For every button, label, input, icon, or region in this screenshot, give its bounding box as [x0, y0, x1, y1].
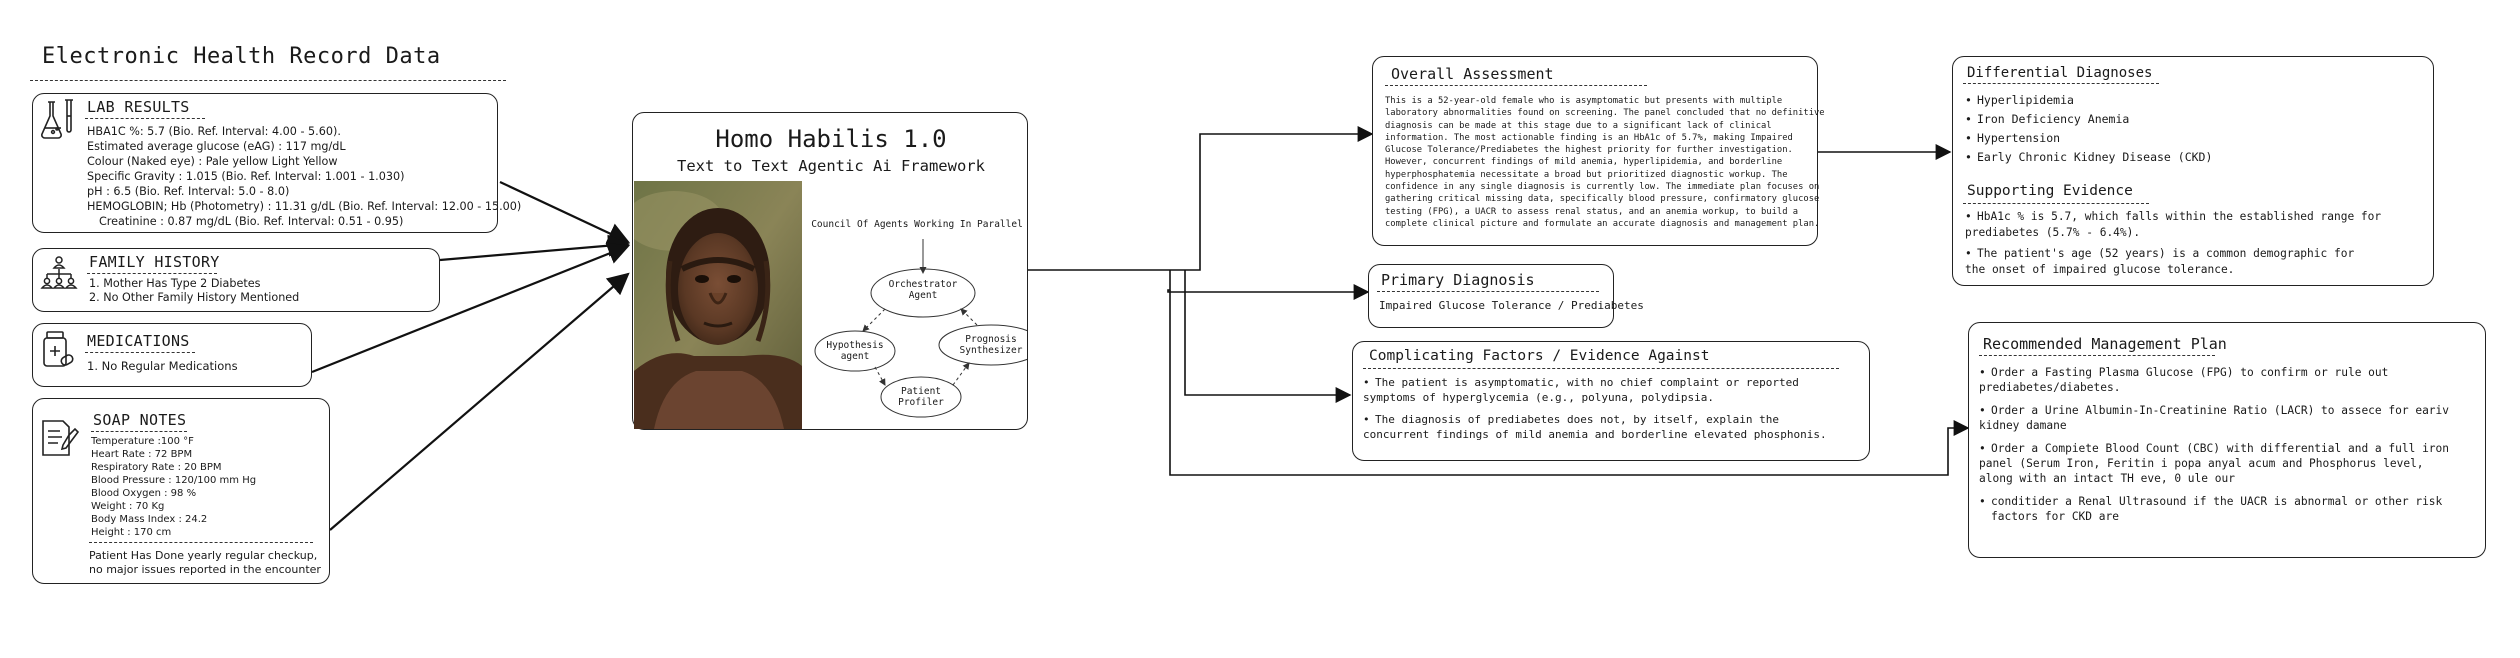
lab-line: HBA1C %: 5.7 (Bio. Ref. Interval: 4.00 - 5.60). — [87, 125, 341, 138]
family-title-underline — [87, 273, 217, 274]
assessment-line: hyperphosphatemia necessitate a broad but prioritized diagnostic workup. The — [1385, 169, 1788, 180]
differential-list — [1965, 91, 2212, 167]
management-line: • Order a Compiete Blood Count (CBC) with differential and a full iron — [1991, 442, 2450, 455]
soap-line: Height : 170 cm — [91, 527, 172, 538]
soap-line: Blood Oxygen : 98 % — [91, 488, 197, 499]
primary-diagnosis-card — [1368, 264, 1644, 328]
lab-results-title: LAB RESULTS — [87, 98, 190, 116]
soap-notes-card — [32, 398, 330, 584]
overall-assessment-card — [1372, 56, 1825, 246]
evidence-line: • The patient's age (52 years) is a common demographic for — [1977, 247, 2355, 260]
soap-line: Respiratory Rate : 20 BPM — [91, 462, 222, 473]
management-title-underline — [1979, 355, 2215, 356]
differential-title: Differential Diagnoses — [1967, 65, 2153, 81]
lab-line: Estimated average glucose (eAG) : 117 mg/dL — [87, 140, 346, 153]
management-line: along with an intact TH eve, 0 ule our — [1979, 472, 2235, 485]
management-line: panel (Serum Iron, Feritin i popa anyal acum and Phosphorus level, — [1979, 457, 2424, 470]
management-item — [1979, 494, 2449, 524]
prognosis-line: Synthesizer — [959, 345, 1023, 356]
complicating-factors-card — [1352, 341, 1870, 461]
differential-item: • Iron Deficiency Anemia — [1965, 110, 2212, 129]
profiler-line: Patient — [900, 386, 942, 397]
prognosis-label — [939, 334, 1043, 356]
management-line: • conditider a Renal Ultrasound if the UACR is abnormal or other risk — [1991, 495, 2443, 508]
orchestrator-line: Orchestrator — [888, 279, 958, 290]
management-item — [1979, 441, 2449, 486]
lab-line: Colour (Naked eye) : Pale yellow Light Yellow — [87, 155, 338, 168]
supporting-evidence-title: Supporting Evidence — [1967, 183, 2133, 199]
orchestrator-label — [871, 279, 975, 301]
soap-footer-line: Patient Has Done yearly regular checkup, — [89, 549, 318, 562]
management-line: • Order a Urine Albumin-In-Creatinine Ratio (LACR) to assece for eariv — [1991, 404, 2450, 417]
arrow-profiler-to-prognosis — [953, 363, 969, 385]
primary-title: Primary Diagnosis — [1381, 271, 1535, 289]
evidence-title-underline — [1963, 203, 2149, 204]
family-history-list — [89, 277, 299, 305]
assessment-title-underline — [1385, 85, 1647, 86]
soap-line: Heart Rate : 72 BPM — [91, 449, 193, 460]
lab-title-underline — [85, 118, 205, 119]
assessment-text — [1385, 95, 1825, 230]
management-item — [1979, 365, 2449, 395]
arrow-hypothesis-to-profiler — [875, 367, 885, 385]
family-tree-icon — [39, 255, 79, 295]
assessment-line: This is a 52-year-old female who is asymptomatic but presents with multiple — [1385, 96, 1783, 106]
family-line: 2. No Other Family History Mentioned — [89, 291, 300, 304]
primary-title-underline — [1377, 291, 1599, 292]
hypothesis-label — [815, 340, 895, 362]
assessment-line: complete clinical picture and formulate an accurate diagnosis and management plan. — [1385, 218, 1820, 229]
connector-to-primary — [1168, 270, 1368, 292]
management-line: prediabetes/diabetes. — [1979, 381, 2121, 394]
lab-flask-icon — [39, 98, 79, 142]
differential-diagnoses-card — [1952, 56, 2434, 286]
soap-footer-line: no major issues reported in the encounter — [89, 563, 321, 576]
connector-to-complicating — [1185, 270, 1350, 395]
evidence-item — [1965, 246, 2381, 277]
soap-line: Body Mass Index : 24.2 — [91, 514, 208, 525]
management-line: kidney damane — [1979, 419, 2067, 432]
assessment-line: confidence in any single diagnosis is currently low. The immediate plan focuses on — [1385, 182, 1820, 193]
lab-results-card — [32, 93, 522, 233]
differential-item: • Hypertension — [1965, 129, 2212, 148]
complicating-item — [1363, 413, 1827, 442]
framework-subtitle: Text to Text Agentic Ai Framework — [677, 157, 985, 175]
framework-card — [632, 112, 1028, 430]
lab-line: HEMOGLOBIN; Hb (Photometry) : 11.31 g/dL (Bio. Ref. Interval: 12.00 - 15.00) — [87, 200, 522, 213]
assessment-line: laboratory abnormalities found on screening. The panel concluded that no definitive — [1385, 108, 1825, 119]
complicating-line: symptoms of hyperglycemia (e.g., polyuna, polydipsia. — [1363, 390, 1714, 404]
complicating-line: • The patient is asymptomatic, with no chief complaint or reported — [1375, 376, 1799, 389]
medication-line: 1. No Regular Medications — [87, 359, 238, 373]
complicating-title-underline — [1363, 368, 1839, 369]
medications-list — [87, 359, 238, 373]
assessment-line: diagnosis can be made at this stage due to a significant lack of clinical — [1385, 120, 1772, 131]
supporting-evidence-list — [1965, 209, 2381, 277]
profiler-label — [881, 386, 961, 408]
differential-item: • Hyperlipidemia — [1965, 91, 2212, 110]
family-line: 1. Mother Has Type 2 Diabetes — [89, 277, 261, 290]
soap-footer — [89, 549, 321, 577]
assessment-line: gathering critical missing data, specifically blood pressure, confirmatory glucose — [1385, 194, 1820, 205]
management-list — [1979, 365, 2449, 524]
management-line: factors for CKD are — [1991, 510, 2119, 523]
soap-divider — [89, 542, 313, 543]
soap-line: Temperature :100 °F — [91, 436, 194, 447]
medications-title-underline — [85, 352, 195, 353]
differential-item: • Early Chronic Kidney Disease (CKD) — [1965, 148, 2212, 167]
profiler-line: Profiler — [898, 397, 944, 408]
complicating-line: • The diagnosis of prediabetes does not, by itself, explain the — [1375, 413, 1779, 426]
orchestrator-line: Agent — [908, 290, 938, 301]
hypothesis-line: Hypothesis — [826, 340, 884, 351]
management-item — [1979, 403, 2449, 433]
framework-title: Homo Habilis 1.0 — [715, 125, 947, 153]
primary-diagnosis-text: Impaired Glucose Tolerance / Prediabetes — [1379, 299, 1644, 312]
lab-line: Specific Gravity : 1.015 (Bio. Ref. Interval: 1.001 - 1.030) — [87, 170, 405, 183]
assessment-line: information. The most actionable finding is an HbA1c of 5.7%, making Impaired — [1385, 132, 1793, 143]
council-label: Council Of Agents Working In Parallel — [811, 219, 1023, 230]
assessment-line: testing (FPG), a UACR to assess renal status, and an anemia workup, to build a — [1385, 206, 1799, 217]
family-history-card — [32, 248, 440, 312]
management-plan-card — [1968, 322, 2486, 558]
medications-card — [32, 323, 312, 387]
assessment-line: However, concurrent findings of mild anemia, hyperlipidemia, and borderline — [1385, 157, 1783, 168]
complicating-list — [1363, 376, 1827, 442]
lab-results-list — [87, 124, 521, 229]
management-line: • Order a Fasting Plasma Glucose (FPG) to confirm or rule out — [1991, 366, 2389, 379]
complicating-line: concurrent findings of mild anemia and borderline elevated phosphonis. — [1363, 427, 1827, 441]
medication-bottle-icon — [41, 330, 77, 372]
arrow-orchestrator-to-hypothesis — [863, 309, 885, 331]
evidence-line: • HbA1c % is 5.7, which falls within the established range for — [1977, 210, 2382, 223]
soap-notes-title: SOAP NOTES — [93, 411, 187, 429]
notes-document-icon — [39, 417, 79, 459]
soap-vitals-list — [91, 435, 256, 539]
assessment-line: Glucose Tolerance/Prediabetes the highest priority for further investigation. — [1385, 145, 1793, 156]
hypothesis-line: agent — [840, 351, 870, 362]
soap-title-underline — [91, 431, 187, 432]
ehr-title-underline — [30, 80, 506, 81]
soap-line: Weight : 70 Kg — [91, 501, 165, 512]
evidence-item — [1965, 209, 2381, 240]
differential-title-underline — [1963, 83, 2159, 84]
homo-habilis-portrait — [634, 181, 802, 429]
ehr-title: Electronic Health Record Data — [42, 44, 441, 69]
prognosis-line: Prognosis — [965, 334, 1017, 345]
lab-line: Creatinine : 0.87 mg/dL (Bio. Ref. Interval: 0.51 - 0.95) — [99, 215, 404, 228]
assessment-title: Overall Assessment — [1391, 65, 1554, 83]
lab-line: pH : 6.5 (Bio. Ref. Interval: 5.0 - 8.0) — [87, 185, 290, 198]
complicating-item — [1363, 376, 1827, 405]
soap-line: Blood Pressure : 120/100 mm Hg — [91, 475, 257, 486]
family-history-title: FAMILY HISTORY — [89, 253, 220, 271]
management-title: Recommended Management Plan — [1983, 335, 2227, 353]
evidence-line: the onset of impaired glucose tolerance. — [1965, 262, 2235, 276]
connector-to-assessment — [1028, 134, 1372, 270]
medications-title: MEDICATIONS — [87, 332, 190, 350]
arrow-prognosis-to-orchestrator — [961, 309, 977, 325]
complicating-title: Complicating Factors / Evidence Against — [1369, 348, 1710, 364]
evidence-line: prediabetes (5.7% - 6.4%). — [1965, 225, 2141, 239]
arrow-soap-to-framework — [330, 274, 628, 530]
